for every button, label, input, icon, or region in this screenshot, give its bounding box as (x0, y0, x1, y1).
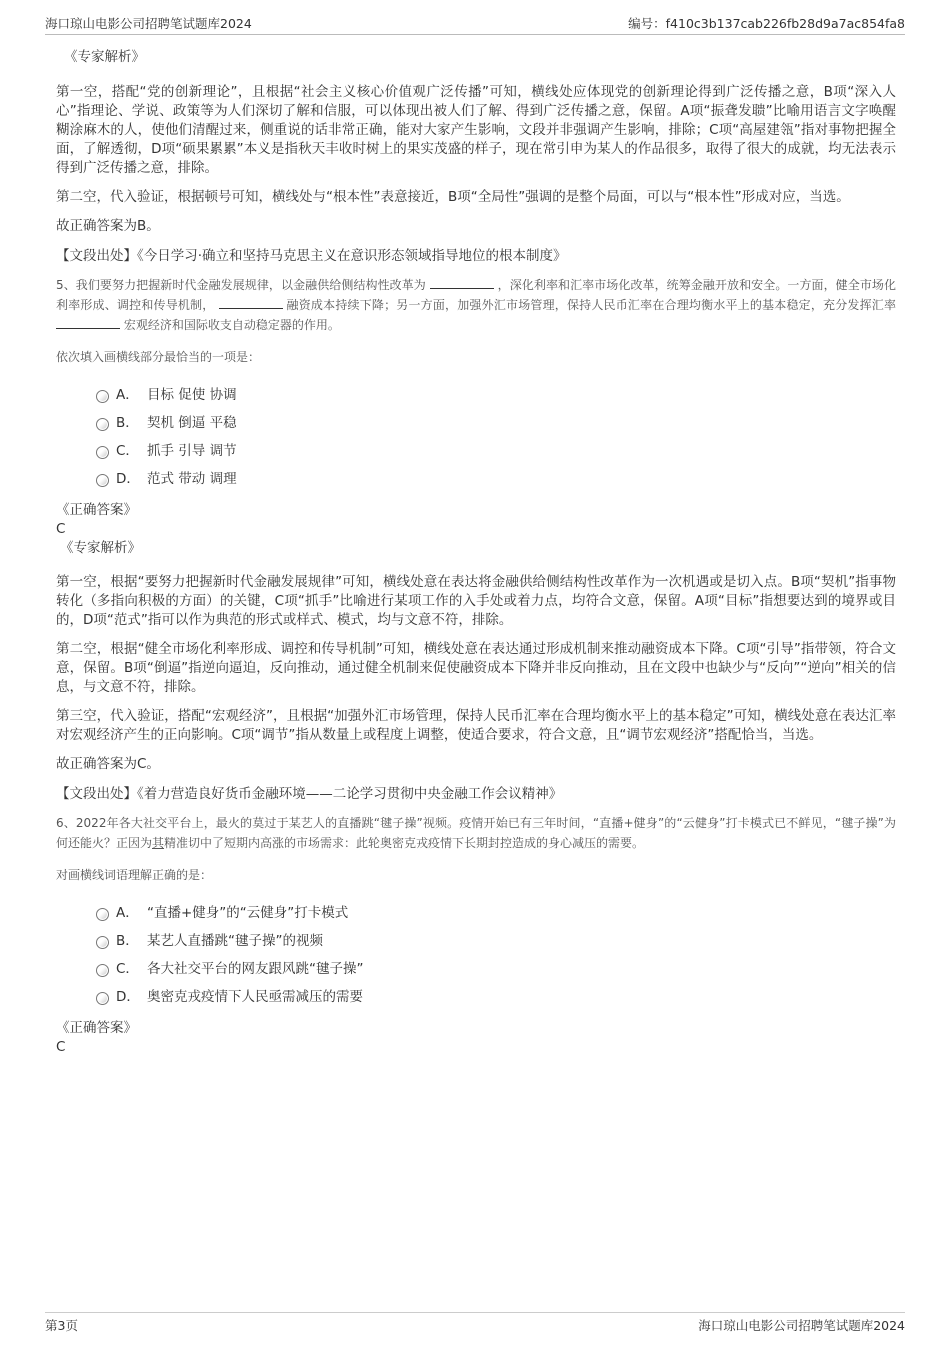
correct-answer: C (56, 521, 66, 537)
page-number: 第3页 (45, 1318, 78, 1333)
page-content (56, 44, 896, 1057)
correct-answer: C (56, 1039, 66, 1055)
source-citation: 【文段出处】《着力营造良好货币金融环境——二论学习贯彻中央金融工作会议精神》 (56, 786, 563, 802)
radio-icon[interactable] (96, 936, 109, 949)
option-d[interactable]: D． 奥密克戎疫情下人民亟需减压的需要 (96, 983, 896, 1011)
analysis-paragraph: 第三空，代入验证，搭配“宏观经济”，且根据“加强外汇市场管理，保持人民币汇率在合理均衡水平上的基本稳定”可知，横线处意在表达汇率对宏观经济产生的正向影响。C项“调节”指从数量上或程度上调整，使适合要求，符合文意，且“调节宏观经济”搭配恰当，当选。 (56, 708, 896, 743)
analysis-paragraph: 第一空，搭配“党的创新理论”，且根据“社会主义核心价值观广泛传播”可知，横线处应体现党的创新理论得到广泛传播之意，B项“深入人心”指理论、学说、政策等为人们深切了解和信服，可以体现出被人们了解、得到广泛传播之意，保留。A项“振聋发聩”比喻用语言文字唤醒糊涂麻木的人，使他们清醒过来，侧重说的话非常正确，能对大家产生影响，文段并非强调产生影响，排除；C项“高屋建瓴”指对事物把握全面，了解透彻，D项“硕果累累”本义是指秋天丰收时树上的果实茂盛的样子，现在常引申为某人的作品很多，取得了很大的成就，均无法表示得到广泛传播之意，排除。 (56, 84, 896, 176)
option-b[interactable]: B． 某艺人直播跳“毽子操”的视频 (96, 927, 896, 955)
question-instruction: 依次填入画横线部分最恰当的一项是： (56, 350, 261, 364)
radio-icon[interactable] (96, 964, 109, 977)
underlined-word: 其 (152, 836, 165, 850)
correct-answer-label: 《正确答案》 (56, 1020, 137, 1036)
expert-analysis-label: 《专家解析》 (64, 49, 145, 65)
expert-analysis-label: 《专家解析》 (60, 540, 141, 556)
radio-icon[interactable] (96, 992, 109, 1005)
option-a[interactable]: A． “直播+健身”的“云健身”打卡模式 (96, 899, 896, 927)
fill-blank (219, 296, 283, 309)
page-header (45, 14, 905, 35)
option-c[interactable]: C． 各大社交平台的网友跟风跳“毽子操” (96, 955, 896, 983)
question-instruction: 对画横线词语理解正确的是： (56, 868, 213, 882)
analysis-paragraph: 第二空，根据“健全市场化利率形成、调控和传导机制”可知，横线处意在表达通过形成机制来推动融资成本下降。C项“引导”指带领，符合文意，保留。B项“倒逼”指逆向逼迫，反向推动，通过健全机制来促使融资成本下降并非反向推动，且在文段中也缺少与“反向”“逆向”相关的信息，与文意不符，排除。 (56, 641, 896, 695)
radio-icon[interactable] (96, 446, 109, 459)
header-doc-id: 编号：f410c3b137cab226fb28d9a7ac854fa8 (628, 16, 905, 31)
correct-answer-label: 《正确答案》 (56, 502, 137, 518)
page-footer (45, 1312, 905, 1333)
fill-blank (430, 276, 494, 289)
radio-icon[interactable] (96, 390, 109, 403)
radio-icon[interactable] (96, 474, 109, 487)
analysis-conclusion: 故正确答案为C。 (56, 756, 160, 772)
footer-title: 海口琼山电影公司招聘笔试题库2024 (698, 1318, 905, 1333)
radio-icon[interactable] (96, 908, 109, 921)
analysis-conclusion: 故正确答案为B。 (56, 218, 160, 234)
question-stem: 5、我们要努力把握新时代金融发展规律，以金融供给侧结构性改革为 ，深化利率和汇率市场化改革，统筹金融开放和安全。一方面，健全市场化利率形成、调控和传导机制， 融资成本持续下降；另一方面，加强外汇市场管理，保持人民币汇率在合理均衡水平上的基本稳定，充分发挥汇率 宏观经济和国际收支自动稳定器的作用。 (56, 278, 896, 332)
option-a[interactable]: A． 目标 促使 协调 (96, 381, 896, 409)
option-b[interactable]: B． 契机 倒逼 平稳 (96, 409, 896, 437)
analysis-paragraph: 第二空，代入验证，根据顿号可知，横线处与“根本性”表意接近，B项“全局性”强调的是整个局面，可以与“根本性”形成对应，当选。 (56, 189, 850, 205)
radio-icon[interactable] (96, 418, 109, 431)
source-citation: 【文段出处】《今日学习·确立和坚持马克思主义在意识形态领域指导地位的根本制度》 (56, 248, 567, 264)
header-title: 海口琼山电影公司招聘笔试题库2024 (45, 16, 252, 31)
option-d[interactable]: D． 范式 带动 调理 (96, 465, 896, 493)
answer-options (96, 381, 896, 493)
option-c[interactable]: C． 抓手 引导 调节 (96, 437, 896, 465)
question-stem: 6、2022年各大社交平台上，最火的莫过于某艺人的直播跳“毽子操”视频。疫情开始已有三年时间，“直播+健身”的“云健身”打卡模式已不鲜见，“毽子操”为何还能火？正因为其精准切中了短期内高涨的市场需求：此轮奥密克戎疫情下长期封控造成的身心减压的需要。 (56, 816, 896, 850)
answer-options (96, 899, 896, 1011)
fill-blank (56, 316, 120, 329)
analysis-paragraph: 第一空，根据“要努力把握新时代金融发展规律”可知，横线处意在表达将金融供给侧结构性改革作为一次机遇或是切入点。B项“契机”指事物转化（多指向积极的方面）的关键，C项“抓手”比喻进行某项工作的入手处或着力点，均符合文意，保留。A项“目标”指想要达到的境界或目的，D项“范式”指可以作为典范的形式或样式、模式，均与文意不符，排除。 (56, 574, 896, 628)
